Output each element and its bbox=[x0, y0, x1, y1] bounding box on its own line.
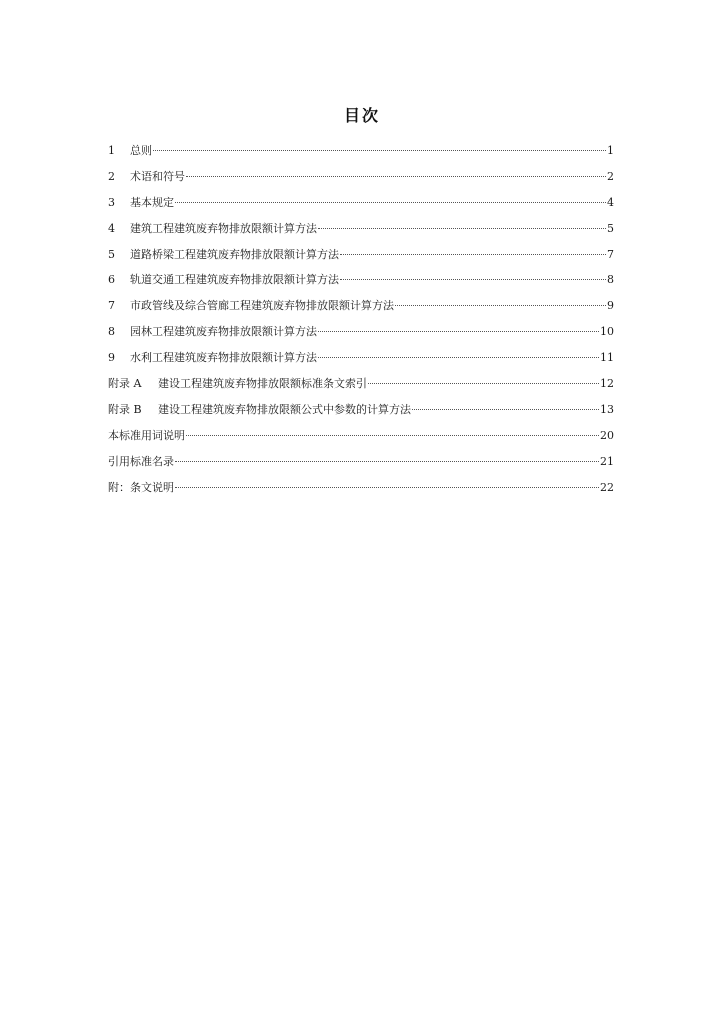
dot-leader bbox=[153, 150, 606, 151]
toc-entry-page-number: 8 bbox=[607, 273, 614, 287]
page-title: 目次 bbox=[343, 106, 380, 125]
toc-entry-label: 园林工程建筑废弃物排放限额计算方法 bbox=[130, 325, 317, 339]
toc-entry[interactable] bbox=[108, 374, 614, 400]
toc-entry-number: 7 bbox=[108, 299, 115, 313]
toc-entry[interactable] bbox=[108, 296, 614, 322]
dot-leader bbox=[318, 331, 599, 332]
toc-entry-number: 5 bbox=[108, 247, 115, 261]
toc-entry-page-number: 13 bbox=[600, 402, 614, 416]
toc-entry-page-number: 2 bbox=[607, 169, 614, 183]
toc-entry-label: 建设工程建筑废弃物排放限额标准条文索引 bbox=[158, 377, 367, 391]
dot-leader bbox=[186, 176, 606, 177]
toc-entry-number: 8 bbox=[108, 325, 115, 339]
toc-entry-label: 引用标准名录 bbox=[108, 454, 174, 468]
dot-leader bbox=[175, 487, 599, 488]
dot-leader bbox=[186, 435, 599, 436]
toc-entry-number: 9 bbox=[108, 351, 115, 365]
dot-leader bbox=[318, 357, 599, 358]
toc-entry-label: 道路桥梁工程建筑废弃物排放限额计算方法 bbox=[130, 247, 339, 261]
toc-entry-label: 附：条文说明 bbox=[108, 480, 174, 494]
toc-entry-label: 轨道交通工程建筑废弃物排放限额计算方法 bbox=[130, 273, 339, 287]
toc-entry-label: 基本规定 bbox=[130, 195, 174, 209]
toc-entry-label: 术语和符号 bbox=[130, 169, 185, 183]
toc-entry-label: 建设工程建筑废弃物排放限额公式中参数的计算方法 bbox=[158, 402, 411, 416]
toc-entry-page-number: 7 bbox=[607, 247, 614, 261]
toc-entry-number: 1 bbox=[108, 144, 115, 157]
toc-entry-number: 3 bbox=[108, 195, 115, 209]
toc-entry-label: 本标准用词说明 bbox=[108, 428, 185, 442]
toc-entry[interactable] bbox=[108, 219, 614, 245]
toc-entry[interactable] bbox=[108, 348, 614, 374]
toc-entry[interactable] bbox=[108, 400, 614, 426]
dot-leader bbox=[368, 383, 599, 384]
dot-leader bbox=[340, 279, 606, 280]
dot-leader bbox=[318, 228, 606, 229]
dot-leader bbox=[340, 254, 606, 255]
toc-entry[interactable] bbox=[108, 426, 614, 452]
toc-entry-number: 6 bbox=[108, 273, 115, 287]
toc-entry-number: 附录 A bbox=[108, 377, 142, 391]
toc-entry-label: 市政管线及综合管廊工程建筑废弃物排放限额计算方法 bbox=[130, 299, 394, 313]
toc-entry[interactable] bbox=[108, 478, 614, 504]
toc-entry-page-number: 21 bbox=[600, 454, 614, 468]
toc-entry[interactable] bbox=[108, 452, 614, 478]
toc-entry-label: 建筑工程建筑废弃物排放限额计算方法 bbox=[130, 221, 317, 235]
toc-entry-number: 2 bbox=[108, 169, 115, 183]
toc-entry-page-number: 11 bbox=[600, 351, 614, 365]
toc-entry[interactable] bbox=[108, 167, 614, 193]
toc-entry[interactable] bbox=[108, 193, 614, 219]
toc-entry[interactable] bbox=[108, 322, 614, 348]
toc-entry-page-number: 20 bbox=[600, 428, 614, 442]
toc-entry[interactable] bbox=[108, 270, 614, 296]
dot-leader bbox=[395, 305, 606, 306]
toc-entry-page-number: 10 bbox=[600, 325, 614, 339]
toc-entry[interactable] bbox=[108, 141, 614, 167]
toc-entry-page-number: 4 bbox=[607, 195, 614, 209]
toc-entry-page-number: 22 bbox=[600, 480, 614, 494]
toc-entry-page-number: 9 bbox=[607, 299, 614, 313]
dot-leader bbox=[175, 461, 599, 462]
toc-entry-page-number: 5 bbox=[607, 221, 614, 235]
toc-entry-number: 附录 B bbox=[108, 402, 142, 416]
toc-entry-page-number: 1 bbox=[607, 144, 614, 157]
table-of-contents bbox=[108, 141, 614, 503]
toc-entry[interactable] bbox=[108, 245, 614, 271]
toc-entry-label: 水利工程建筑废弃物排放限额计算方法 bbox=[130, 351, 317, 365]
toc-entry-label: 总则 bbox=[130, 144, 152, 157]
dot-leader bbox=[412, 409, 599, 410]
dot-leader bbox=[175, 202, 606, 203]
toc-entry-page-number: 12 bbox=[600, 377, 614, 391]
toc-entry-number: 4 bbox=[108, 221, 115, 235]
